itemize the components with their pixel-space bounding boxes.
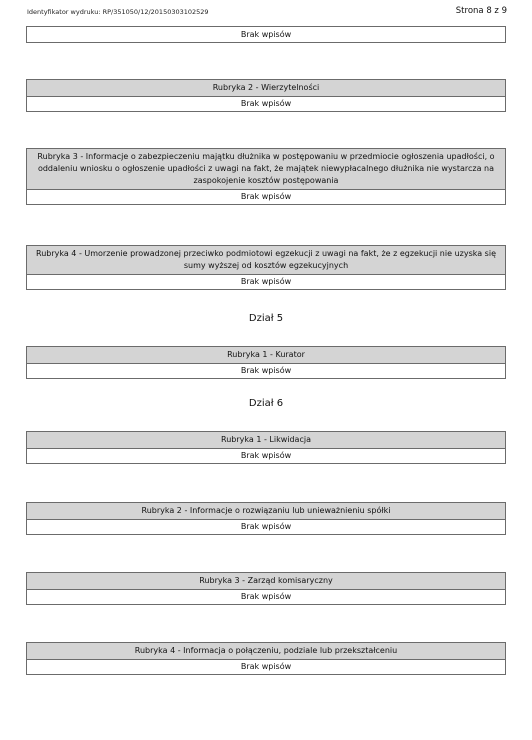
dzial-5-rubryka-1-kurator: [26, 346, 506, 379]
dzial-6-rubryka-4-polaczenie: [26, 642, 506, 675]
dzial-6-rubryka-2-rozwiazanie: [26, 502, 506, 535]
rubryka-heading: Rubryka 3 - Informacje o zabezpieczeniu majątku dłużnika w postępowaniu w przedmiocie ogłoszenia upadłości, o oddaleniu wniosku o ogłoszenie upadłości z uwagi na fakt, że majątek niewypłacalnego dłużnika nie wystarcza na zaspokojenie kosztów postępowania: [27, 149, 505, 190]
rubryka-heading: Rubryka 1 - Likwidacja: [27, 432, 505, 449]
dzial-6-rubryka-3-zarzad-komisaryczny: [26, 572, 506, 605]
entry-value: Brak wpisów: [27, 660, 505, 674]
entry-value: Brak wpisów: [27, 190, 505, 204]
rubryka-heading: Rubryka 1 - Kurator: [27, 347, 505, 364]
rubryka-heading: Rubryka 2 - Informacje o rozwiązaniu lub unieważnieniu spółki: [27, 503, 505, 520]
section-title-dzial-5: Dział 5: [248, 313, 284, 324]
entry-value: Brak wpisów: [27, 364, 505, 378]
rubryka-2-wierzytelnosci: [26, 79, 506, 112]
rubryka-4-umorzenie: [26, 245, 506, 290]
rubryka-heading: Rubryka 4 - Umorzenie prowadzonej przeciwko podmiotowi egzekucji z uwagi na fakt, że z egzekucji nie uzyska się sumy wyższej od kosztów egzekucyjnych: [27, 246, 505, 275]
rubryka-heading: Rubryka 2 - Wierzytelności: [27, 80, 505, 97]
entry-value: Brak wpisów: [27, 590, 505, 604]
rubryka-heading: Rubryka 4 - Informacja o połączeniu, podziale lub przekształceniu: [27, 643, 505, 660]
print-identifier: Identyfikator wydruku: RP/351050/12/20150303102529: [27, 8, 209, 16]
entry-value: Brak wpisów: [27, 27, 505, 42]
entry-value: Brak wpisów: [27, 520, 505, 534]
entry-value: Brak wpisów: [27, 449, 505, 463]
rubryka-heading: Rubryka 3 - Zarząd komisaryczny: [27, 573, 505, 590]
dzial-6-rubryka-1-likwidacja: [26, 431, 506, 464]
section-title-dzial-6: Dział 6: [248, 398, 284, 409]
entry-value: Brak wpisów: [27, 275, 505, 289]
entry-value: Brak wpisów: [27, 97, 505, 111]
rubryka-3-zabezpieczenie: [26, 148, 506, 205]
page-number: Strona 8 z 9: [455, 6, 507, 16]
entry-box-continued: [26, 26, 506, 43]
